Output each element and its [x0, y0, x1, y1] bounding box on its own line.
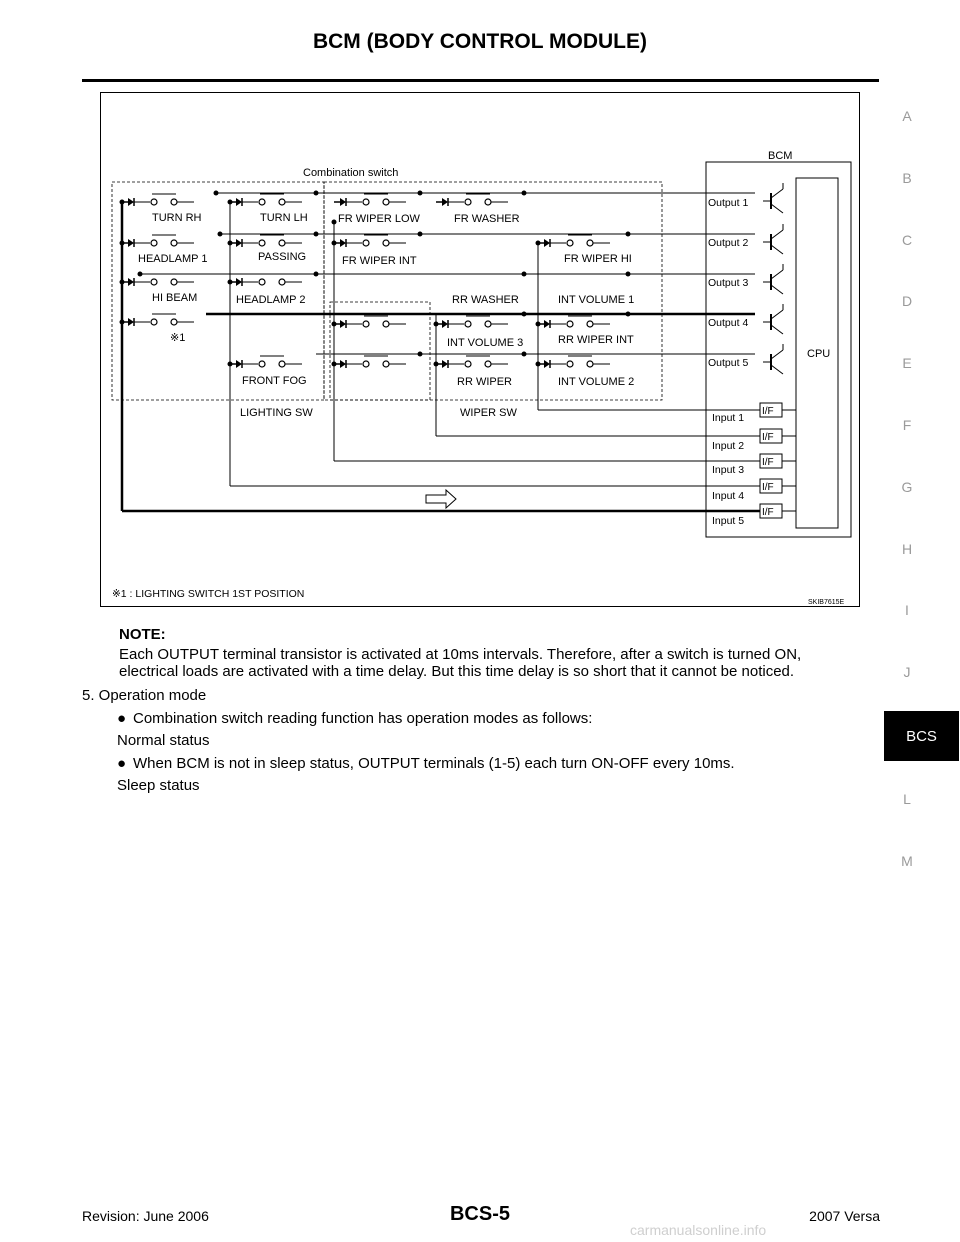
side-index-b[interactable]: B — [902, 170, 912, 186]
side-index-c[interactable]: C — [901, 232, 913, 248]
side-index-h[interactable]: H — [901, 541, 913, 557]
input-interface-4: I/F — [762, 482, 774, 493]
bcm-label: BCM — [768, 150, 793, 162]
output-5-label: Output 5 — [708, 357, 749, 369]
rr-washer-switch-label: RR WASHER — [452, 294, 519, 306]
watermark: carmanualsonline.info — [630, 1222, 767, 1238]
side-index-d[interactable]: D — [901, 293, 913, 309]
side-index-a[interactable]: A — [902, 108, 912, 124]
output-4-label: Output 4 — [708, 317, 749, 329]
diagram-footnote: ※1 : LIGHTING SWITCH 1ST POSITION — [112, 588, 305, 600]
note-label: NOTE: — [119, 626, 166, 643]
combination-switch-label: Combination switch — [303, 167, 399, 179]
input-1-label: Input 1 — [712, 412, 745, 424]
input-interface-2: I/F — [762, 432, 774, 443]
int-volume-3-switch-label: INT VOLUME 3 — [447, 337, 524, 349]
combination-switch-wiring-diagram — [100, 92, 860, 607]
wiper-sw-label: WIPER SW — [460, 407, 517, 419]
turn-rh-switch-label: TURN RH — [152, 212, 202, 224]
figure-code: SKIB7615E — [808, 599, 845, 606]
side-index-e[interactable]: E — [902, 355, 912, 371]
hi-beam-switch-label: HI BEAM — [152, 292, 198, 304]
operation-mode-item: 5. Operation mode — [82, 687, 207, 704]
turn-lh-switch-label: TURN LH — [260, 212, 308, 224]
fr-wiper-int-switch-label: FR WIPER INT — [342, 255, 417, 267]
normal-status-heading: Normal status — [117, 732, 210, 749]
footer-revision: Revision: June 2006 — [82, 1208, 209, 1224]
header-rule — [82, 79, 879, 82]
output-2-label: Output 2 — [708, 237, 749, 249]
input-5-label: Input 5 — [712, 515, 745, 527]
note-1-switch-label: ※1 — [170, 332, 186, 344]
side-index-i[interactable]: I — [905, 602, 909, 618]
side-index-f[interactable]: F — [902, 417, 912, 433]
headlamp-2-switch-label: HEADLAMP 2 — [236, 294, 306, 306]
input-interface-3: I/F — [762, 457, 774, 468]
footer-model: 2007 Versa — [809, 1208, 880, 1224]
lighting-sw-label: LIGHTING SW — [240, 407, 313, 419]
fr-wiper-hi-switch-label: FR WIPER HI — [564, 253, 632, 265]
input-interface-1: I/F — [762, 406, 774, 417]
headlamp-1-switch-label: HEADLAMP 1 — [138, 253, 208, 265]
input-3-label: Input 3 — [712, 464, 745, 476]
rr-wiper-int-switch-label: RR WIPER INT — [558, 334, 634, 346]
side-index-l[interactable]: L — [903, 791, 911, 807]
int-volume-1-switch-label: INT VOLUME 1 — [558, 294, 635, 306]
fr-washer-switch-label: FR WASHER — [454, 213, 520, 225]
side-index-m[interactable]: M — [901, 853, 913, 869]
bullet-icon: ● — [117, 710, 127, 727]
fr-wiper-low-switch-label: FR WIPER LOW — [338, 213, 420, 225]
rr-wiper-switch-label: RR WIPER — [457, 376, 512, 388]
output-1-label: Output 1 — [708, 197, 749, 209]
passing-switch-label: PASSING — [258, 251, 307, 263]
cpu-label: CPU — [807, 348, 831, 360]
input-interface-5: I/F — [762, 507, 774, 518]
note-line-2: electrical loads are activated with a time delay. But this time delay is so short that it cannot be noticed. — [119, 663, 795, 680]
input-2-label: Input 2 — [712, 440, 745, 452]
side-index-j[interactable]: J — [903, 664, 911, 680]
front-fog-switch-label: FRONT FOG — [242, 375, 307, 387]
bullet-icon: ● — [117, 755, 127, 772]
note-line-1: Each OUTPUT terminal transistor is activated at 10ms intervals. Therefore, after a switch is turned ON, — [119, 646, 802, 663]
output-3-label: Output 3 — [708, 277, 749, 289]
operation-mode-bullet: Combination switch reading function has operation modes as follows: — [133, 710, 593, 727]
sleep-status-heading: Sleep status — [117, 777, 200, 794]
side-index-bcs-active[interactable]: BCS — [884, 711, 959, 761]
page-title: BCM (BODY CONTROL MODULE) — [312, 30, 648, 53]
normal-status-bullet: When BCM is not in sleep status, OUTPUT terminals (1-5) each turn ON-OFF every 10ms. — [133, 755, 735, 772]
side-index-g[interactable]: G — [901, 479, 913, 495]
footer-page-number: BCS-5 — [449, 1203, 510, 1225]
signal-flow-arrow-icon — [426, 490, 456, 508]
int-volume-2-switch-label: INT VOLUME 2 — [558, 376, 635, 388]
input-4-label: Input 4 — [712, 490, 745, 502]
